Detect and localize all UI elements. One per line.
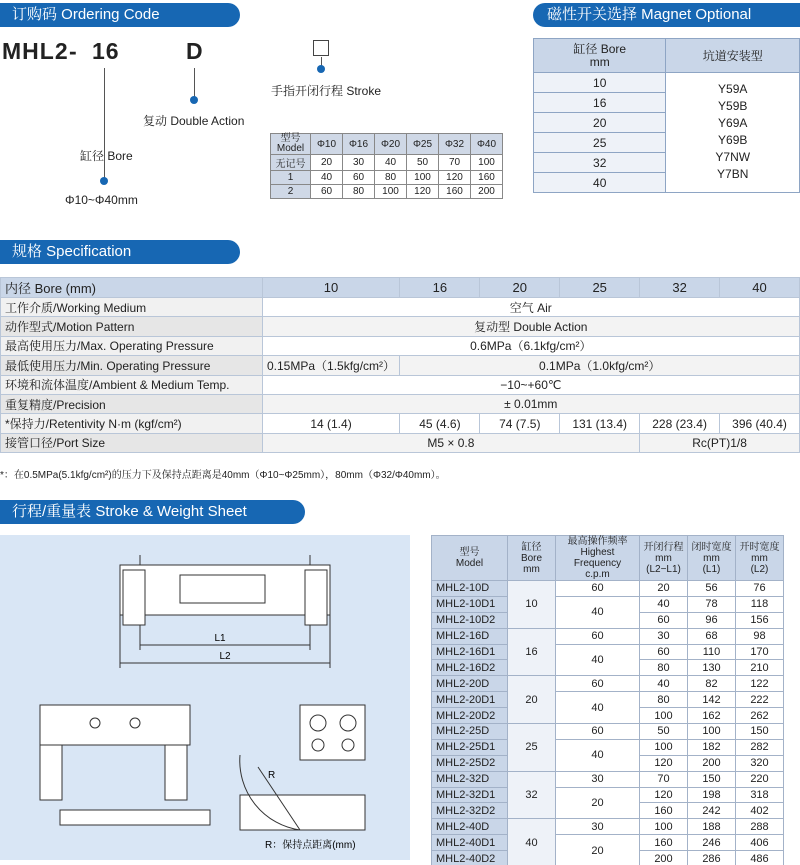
sw-header-text: 开闭行程 (643, 541, 684, 553)
stroke-table-row (271, 171, 503, 185)
sw-closed-width: 56 (688, 581, 736, 597)
spec-value: 131 (13.4) (560, 414, 640, 433)
magnet-type: Y59B (718, 99, 748, 113)
stroke-cell: 40 (311, 171, 343, 185)
sw-header-text: mm (655, 552, 672, 564)
l1-text: L1 (214, 633, 226, 644)
spec-header-bore: 16 (400, 278, 480, 298)
spec-label: 工作介质/Working Medium (1, 298, 263, 317)
sw-stroke: 100 (640, 819, 688, 835)
sw-closed-width: 130 (688, 660, 736, 676)
top-view-jaw-left (123, 570, 145, 625)
l2-text: L2 (219, 651, 231, 662)
sw-header-text: mm (703, 552, 720, 564)
spec-header-bore: 40 (720, 278, 800, 298)
sw-open-width: 288 (736, 819, 784, 835)
spec-table (0, 277, 800, 453)
spec-header-bore: 25 (560, 278, 640, 298)
magnet-type: Y69A (718, 116, 748, 130)
sw-model: MHL2-20D1 (432, 692, 508, 708)
table-row (432, 819, 784, 835)
magnet-table (533, 38, 800, 193)
spec-value: −10~+60℃ (262, 375, 799, 394)
sw-model: MHL2-40D (432, 819, 508, 835)
stroke-table-header: Φ40 (471, 134, 503, 155)
sw-model: MHL2-10D (432, 581, 508, 597)
sw-freq: 40 (556, 692, 640, 724)
sw-closed-width: 82 (688, 676, 736, 692)
spec-banner: 规格 Specification (0, 240, 240, 264)
sw-header-text: Highest Frequency (573, 547, 622, 569)
sw-stroke: 100 (640, 708, 688, 724)
stroke-row-code: 1 (271, 171, 311, 185)
front-view-base (60, 810, 210, 825)
front-view-jaw-right (165, 745, 187, 800)
stroke-code-box (313, 40, 329, 56)
sw-stroke: 50 (640, 724, 688, 740)
spec-value: 14 (1.4) (262, 414, 400, 433)
spec-label: 接管口径/Port Size (1, 433, 263, 452)
sw-freq: 60 (556, 676, 640, 692)
action-code: D (186, 38, 204, 64)
sw-closed-width: 246 (688, 835, 736, 851)
stroke-cell: 70 (439, 155, 471, 171)
table-row (432, 596, 784, 612)
magnet-type: Y7BN (717, 167, 749, 181)
stroke-cell: 100 (407, 171, 439, 185)
magnet-banner: 磁性开关选择 Magnet Optional (533, 3, 800, 27)
code-dash: - (69, 38, 78, 64)
stroke-cell: 160 (471, 171, 503, 185)
sw-open-width: 122 (736, 676, 784, 692)
sw-model: MHL2-25D2 (432, 755, 508, 771)
spec-value: 228 (23.4) (640, 414, 720, 433)
sw-header-text: 开时宽度 (739, 541, 780, 553)
sw-model: MHL2-20D (432, 676, 508, 692)
sw-header-bore (508, 536, 556, 581)
stroke-cell: 30 (343, 155, 375, 171)
top-view-jaw-right (305, 570, 327, 625)
bore-label: 缸径 Bore (80, 149, 133, 163)
sw-header-open (736, 536, 784, 581)
sw-closed-width: 162 (688, 708, 736, 724)
spec-value: 45 (4.6) (400, 414, 480, 433)
table-row (432, 787, 784, 803)
sw-freq: 20 (556, 835, 640, 865)
spec-label: 最高使用压力/Max. Operating Pressure (1, 336, 263, 355)
sw-header-text: Model (455, 558, 484, 569)
sw-closed-width: 198 (688, 787, 736, 803)
magnet-type: Y59A (718, 82, 748, 96)
sw-header-stroke (640, 536, 688, 581)
sw-open-width: 156 (736, 612, 784, 628)
sw-freq: 60 (556, 581, 640, 597)
sw-stroke: 70 (640, 771, 688, 787)
sw-open-width: 318 (736, 787, 784, 803)
sw-bore: 16 (508, 628, 556, 676)
sw-header-text: 缸径 (521, 541, 542, 553)
sw-closed-width: 110 (688, 644, 736, 660)
sw-open-width: 282 (736, 739, 784, 755)
sw-closed-width: 188 (688, 819, 736, 835)
sw-closed-width: 286 (688, 851, 736, 865)
sw-freq: 60 (556, 724, 640, 740)
table-row (432, 581, 784, 597)
stroke-code-table (270, 133, 503, 199)
sw-header-closed (688, 536, 736, 581)
spec-value: 396 (40.4) (720, 414, 800, 433)
magnet-bore: 40 (534, 173, 666, 193)
sw-closed-width: 68 (688, 628, 736, 644)
sw-open-width: 150 (736, 724, 784, 740)
magnet-bore: 32 (534, 153, 666, 173)
sw-model: MHL2-40D2 (432, 851, 508, 865)
sw-stroke: 120 (640, 787, 688, 803)
stroke-table-header: Φ10 (311, 134, 343, 155)
sw-header-text: mm (523, 563, 540, 575)
spec-value: 0.1MPa（1.0kfg/cm²） (400, 356, 800, 375)
drawing-caption: R：保持点距离(mm) (265, 840, 356, 851)
stroke-table-header: Φ16 (343, 134, 375, 155)
stroke-table-header: Φ32 (439, 134, 471, 155)
stroke-cell: 60 (311, 185, 343, 199)
gripper-drawing-svg (0, 535, 410, 860)
sw-open-width: 76 (736, 581, 784, 597)
stroke-label: 手指开闭行程 Stroke (271, 84, 382, 98)
sw-stroke: 60 (640, 612, 688, 628)
sw-stroke: 80 (640, 660, 688, 676)
sw-stroke: 120 (640, 755, 688, 771)
sw-stroke: 60 (640, 644, 688, 660)
sw-stroke: 160 (640, 803, 688, 819)
sw-closed-width: 96 (688, 612, 736, 628)
magnet-header-bore (534, 39, 666, 73)
spec-header-bore: 20 (480, 278, 560, 298)
magnet-bore: 10 (534, 73, 666, 93)
sw-header-text: 最高操作频率 (567, 536, 628, 547)
spec-value: 0.6MPa（6.1kfg/cm²） (262, 336, 799, 355)
stroke-table-row (271, 185, 503, 199)
stroke-cell: 20 (311, 155, 343, 171)
sw-open-width: 402 (736, 803, 784, 819)
sw-stroke: 200 (640, 851, 688, 865)
sw-freq: 20 (556, 787, 640, 819)
sw-model: MHL2-25D (432, 724, 508, 740)
spec-label: 动作型式/Motion Pattern (1, 317, 263, 336)
action-label: 复动 Double Action (143, 114, 245, 128)
spec-header-bore: 10 (262, 278, 400, 298)
action-dot (190, 96, 198, 104)
sw-stroke: 160 (640, 835, 688, 851)
sw-closed-width: 200 (688, 755, 736, 771)
sw-model: MHL2-40D1 (432, 835, 508, 851)
sw-closed-width: 142 (688, 692, 736, 708)
top-view-center (180, 575, 265, 603)
sw-model: MHL2-25D1 (432, 739, 508, 755)
spec-value: 0.15MPa（1.5kfg/cm²） (262, 356, 400, 375)
ordering-code-banner: 订购码 Ordering Code (0, 3, 240, 27)
magnet-header-type: 坑道安装型 (666, 39, 800, 73)
bore-code: 16 (92, 38, 120, 64)
magnet-type: Y7NW (715, 150, 751, 164)
sw-header-text: mm (751, 552, 768, 564)
sw-bore: 25 (508, 724, 556, 772)
sw-stroke: 40 (640, 596, 688, 612)
sw-model: MHL2-16D2 (432, 660, 508, 676)
side-view-body (300, 705, 365, 760)
stroke-dot (317, 65, 325, 73)
sw-model: MHL2-10D1 (432, 596, 508, 612)
spec-label: 最低使用压力/Min. Operating Pressure (1, 356, 263, 375)
sw-freq: 40 (556, 739, 640, 771)
sw-bore: 40 (508, 819, 556, 865)
sw-bore: 32 (508, 771, 556, 819)
sw-freq: 30 (556, 771, 640, 787)
spec-header-bore: 32 (640, 278, 720, 298)
sw-open-width: 486 (736, 851, 784, 865)
spec-note: *：在0.5MPa(5.1kfg/cm²)的压力下及保持点距离是40mm（Φ10~Φ25mm），80mm（Φ32/Φ40mm）。 (0, 470, 446, 481)
side-view-base (240, 795, 365, 830)
magnet-bore: 16 (534, 93, 666, 113)
magnet-bore: 25 (534, 133, 666, 153)
table-row (432, 724, 784, 740)
table-row (432, 771, 784, 787)
stroke-cell: 100 (375, 185, 407, 199)
bore-range: Φ10~Φ40mm (65, 193, 138, 207)
action-leader-line (194, 68, 195, 98)
sw-stroke: 30 (640, 628, 688, 644)
front-view-jaw-left (40, 745, 62, 800)
magnet-header-bore-text: 缸径 Bore (573, 41, 627, 56)
sw-header-text: 闭时宽度 (691, 541, 732, 553)
stroke-cell: 60 (343, 171, 375, 185)
stroke-row-code: 无记号 (271, 155, 311, 171)
sw-closed-width: 150 (688, 771, 736, 787)
sw-closed-width: 182 (688, 739, 736, 755)
spec-value: 复动型 Double Action (262, 317, 799, 336)
stroke-weight-banner: 行程/重量表 Stroke & Weight Sheet (0, 500, 305, 524)
bore-dot (100, 177, 108, 185)
stroke-cell: 120 (407, 185, 439, 199)
sw-model: MHL2-32D1 (432, 787, 508, 803)
sw-header-text: (L1) (702, 563, 721, 575)
stroke-weight-table (431, 535, 784, 865)
sw-closed-width: 242 (688, 803, 736, 819)
sw-header-text: Bore (520, 552, 543, 564)
sw-model: MHL2-32D2 (432, 803, 508, 819)
spec-label: 重复精度/Precision (1, 394, 263, 413)
spec-value: M5 × 0.8 (262, 433, 640, 452)
sw-model: MHL2-16D1 (432, 644, 508, 660)
sw-closed-width: 78 (688, 596, 736, 612)
spec-value: Rc(PT)1/8 (640, 433, 800, 452)
stroke-cell: 80 (375, 171, 407, 185)
sw-open-width: 262 (736, 708, 784, 724)
spec-value: ± 0.01mm (262, 394, 799, 413)
table-row (432, 628, 784, 644)
sw-open-width: 118 (736, 596, 784, 612)
sw-closed-width: 100 (688, 724, 736, 740)
sw-freq: 40 (556, 644, 640, 676)
spec-value: 空气 Air (262, 298, 799, 317)
stroke-cell: 200 (471, 185, 503, 199)
table-row (432, 739, 784, 755)
front-view-body (40, 705, 190, 745)
spec-label: 环境和流体温度/Ambient & Medium Temp. (1, 375, 263, 394)
sw-header-text: c.p.m (585, 569, 610, 580)
sw-freq: 60 (556, 628, 640, 644)
sw-bore: 20 (508, 676, 556, 724)
sw-model: MHL2-10D2 (432, 612, 508, 628)
stroke-table-row (271, 155, 503, 171)
spec-label: *保持力/Retentivity N·m (kgf/cm²) (1, 414, 263, 433)
stroke-table-header: Φ20 (375, 134, 407, 155)
stroke-table-header: Φ25 (407, 134, 439, 155)
stroke-cell: 50 (407, 155, 439, 171)
sw-stroke: 40 (640, 676, 688, 692)
sw-bore: 10 (508, 581, 556, 629)
sw-header-model (432, 536, 508, 581)
magnet-types-cell (666, 73, 800, 193)
stroke-cell: 80 (343, 185, 375, 199)
sw-header-text: 型号 (459, 547, 480, 558)
sw-open-width: 406 (736, 835, 784, 851)
stroke-table-header-model: 型号 Model (271, 134, 311, 155)
model-code: MHL2 (2, 38, 69, 64)
sw-open-width: 220 (736, 771, 784, 787)
magnet-header-bore-unit: mm (589, 54, 610, 69)
sw-stroke: 20 (640, 581, 688, 597)
sw-model: MHL2-20D2 (432, 708, 508, 724)
spec-header-label: 内径 Bore (mm) (1, 278, 263, 298)
spec-value: 74 (7.5) (480, 414, 560, 433)
sw-freq: 30 (556, 819, 640, 835)
dimension-drawing (0, 535, 410, 860)
sw-model: MHL2-16D (432, 628, 508, 644)
sw-open-width: 98 (736, 628, 784, 644)
stroke-cell: 120 (439, 171, 471, 185)
stroke-cell: 40 (375, 155, 407, 171)
table-row (432, 835, 784, 851)
sw-open-width: 170 (736, 644, 784, 660)
sw-header-text: (L2) (750, 563, 769, 575)
stroke-cell: 160 (439, 185, 471, 199)
sw-open-width: 210 (736, 660, 784, 676)
stroke-row-code: 2 (271, 185, 311, 199)
magnet-type: Y69B (718, 133, 748, 147)
table-row (432, 644, 784, 660)
table-row (432, 676, 784, 692)
sw-model: MHL2-32D (432, 771, 508, 787)
sw-stroke: 80 (640, 692, 688, 708)
sw-header-text: (L2−L1) (646, 563, 681, 575)
sw-header-freq (556, 536, 640, 581)
stroke-cell: 100 (471, 155, 503, 171)
sw-stroke: 100 (640, 739, 688, 755)
table-row (432, 692, 784, 708)
r-text: R (268, 770, 276, 781)
sw-open-width: 320 (736, 755, 784, 771)
sw-open-width: 222 (736, 692, 784, 708)
sw-freq: 40 (556, 596, 640, 628)
magnet-bore: 20 (534, 113, 666, 133)
